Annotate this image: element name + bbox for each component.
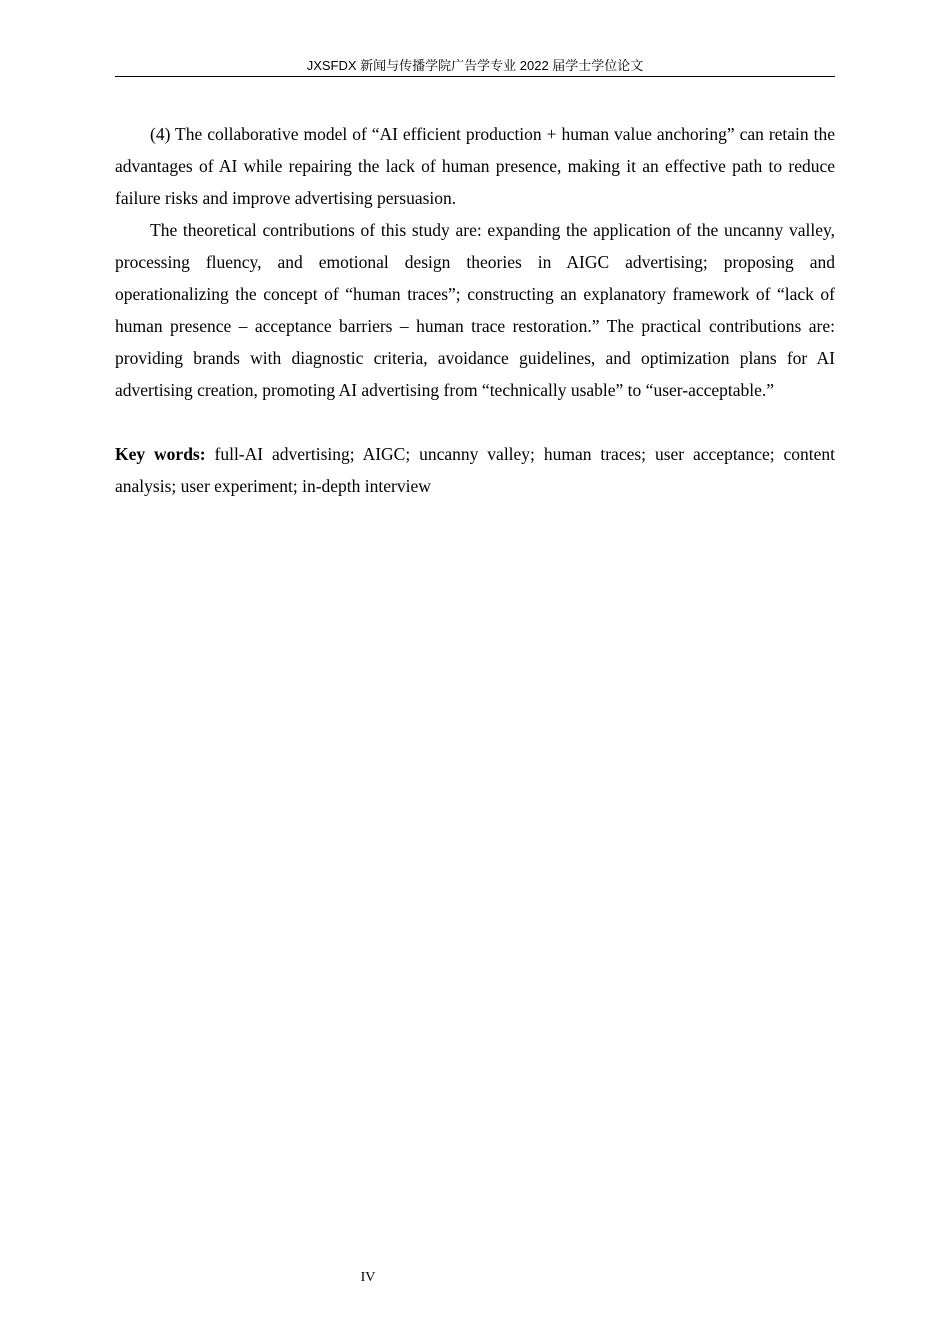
header-divider	[115, 76, 835, 77]
keywords-line	[115, 438, 835, 502]
conclusion-paragraph: (4) The collaborative model of “AI efficient production + human value anchoring” can retain the advantages of AI while repairing the lack of human presence, making it an effective path to reduce failure risks and improve advertising persuasion.	[115, 124, 835, 208]
keywords-label: Key words:	[115, 444, 206, 464]
page-header-title: JXSFDX 新闻与传播学院广告学专业 2022 届学士学位论文	[306, 58, 644, 73]
page-body	[115, 118, 835, 502]
contributions-paragraph: The theoretical contributions of this study are: expanding the application of the uncanny valley, processing fluency, and emotional design theories in AIGC advertising; proposing and operationalizing the concept of “human traces”; constructing an explanatory framework of “lack of human presence – acceptance barriers – human trace restoration.” The practical contributions are: providing brands with diagnostic criteria, avoidance guidelines, and optimization plans for AI advertising creation, promoting AI advertising from “technically usable” to “user-acceptable.”	[115, 220, 835, 400]
keywords-text: full-AI advertising; AIGC; uncanny valley; human traces; user acceptance; content analysis; user experiment; in-depth interview	[115, 444, 836, 496]
page-number: IV	[360, 1270, 376, 1285]
